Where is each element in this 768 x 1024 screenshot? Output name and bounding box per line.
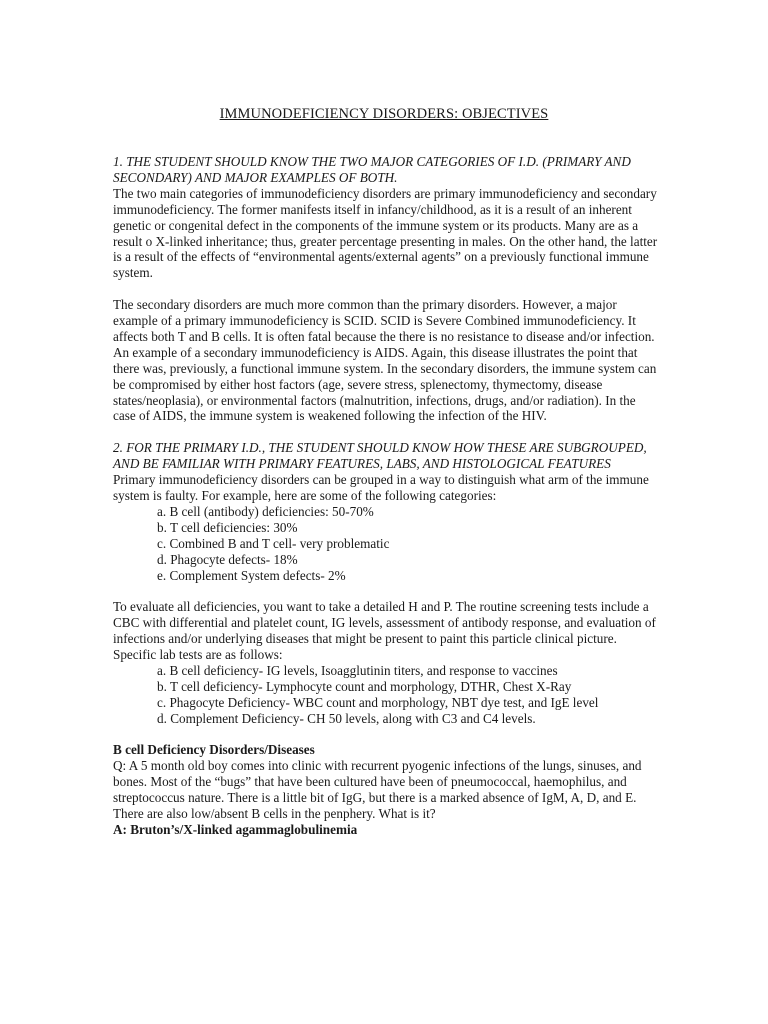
category-item: c. Combined B and T cell- very problematic xyxy=(157,535,390,551)
objective-1: 1. THE STUDENT SHOULD KNOW THE TWO MAJOR CATEGORIES OF I.D. (PRIMARY AND SECONDARY) AND MAJOR EXAMPLES OF BOTH. xyxy=(113,154,631,185)
spacer xyxy=(113,424,661,440)
spacer xyxy=(113,583,661,599)
category-item: d. Phagocyte defects- 18% xyxy=(157,551,298,567)
lab-test-item: c. Phagocyte Deficiency- WBC count and morphology, NBT dye test, and IgE level xyxy=(157,694,599,710)
paragraph-scid-aids: The secondary disorders are much more common than the primary disorders. However, a major example of a primary immunodeficiency is SCID. SCID is Severe Combined immunodeficiency. It affects both T and B cells. It is often fatal because the there is no resistance to disease and/or infection. An example of a secondary immunodeficiency is AIDS. Again, this disease illustrates the point that there was, previously, a functional immune system. In the secondary disorders, the immune system can be compromised by either host factors (age, severe stress, splenectomy, thymectomy, disease states/neoplasia), or environmental factors (malnutrition, infections, drugs, and/or radiation). In the case of AIDS, the immune system is weakened following the infection of the HIV. xyxy=(113,297,657,424)
lab-test-item: a. B cell deficiency- IG levels, Isoagglutinin titers, and response to vaccines xyxy=(157,662,558,678)
lab-test-item: b. T cell deficiency- Lymphocyte count and morphology, DTHR, Chest X-Ray xyxy=(157,678,572,694)
document-title: IMMUNODEFICIENCY DISORDERS: OBJECTIVES xyxy=(219,106,549,122)
paragraph-evaluation: To evaluate all deficiencies, you want to take a detailed H and P. The routine screening tests include a CBC with differential and platelet count, IG levels, assessment of antibody response, and evaluation of infections and/or underlying diseases that might be present to paint this particle clinical picture. Specific lab tests are as follows: xyxy=(113,599,656,663)
document-body xyxy=(113,154,661,838)
category-item: a. B cell (antibody) deficiencies: 50-70% xyxy=(157,503,374,519)
paragraph-categories: The two main categories of immunodeficiency disorders are primary immunodeficiency and secondary immunodeficiency. The former manifests itself in infancy/childhood, as it is a result of an inherent genetic or congenital defect in the components of the immune system or its products. Many are as a result o X-linked inheritance; thus, greater percentage presenting in males. On the other hand, the latter is a result of the effects of “environmental agents/external agents” on a previously functional immune system. xyxy=(113,185,658,281)
lab-test-item: d. Complement Deficiency- CH 50 levels, along with C3 and C4 levels. xyxy=(157,710,536,726)
answer-text: A: Bruton’s/X-linked agammaglobulinemia xyxy=(113,822,358,837)
spacer xyxy=(113,281,661,297)
section-heading: B cell Deficiency Disorders/Diseases xyxy=(113,742,315,758)
objective-2: 2. FOR THE PRIMARY I.D., THE STUDENT SHOULD KNOW HOW THESE ARE SUBGROUPED, AND BE FAMILIAR WITH PRIMARY FEATURES, LABS, AND HISTOLOGICAL FEATURES xyxy=(113,440,647,472)
category-item: e. Complement System defects- 2% xyxy=(157,567,346,583)
category-item: b. T cell deficiencies: 30% xyxy=(157,519,298,535)
question-text: Q: A 5 month old boy comes into clinic with recurrent pyogenic infections of the lungs, sinuses, and bones. Most of the “bugs” that have been cultured have been of pneumococcal, haemophilus, and streptococcus nature. There is a little bit of IgG, but there is a marked absence of IgM, A, D, and E. There are also low/absent B cells in the penphery. What is it? xyxy=(113,758,642,822)
lab-test-list xyxy=(113,663,661,727)
paragraph-grouping: Primary immunodeficiency disorders can be grouped in a way to distinguish what arm of the immune system is faulty. For example, here are some of the following categories: xyxy=(113,472,649,503)
spacer xyxy=(113,727,661,743)
category-list xyxy=(113,504,661,584)
